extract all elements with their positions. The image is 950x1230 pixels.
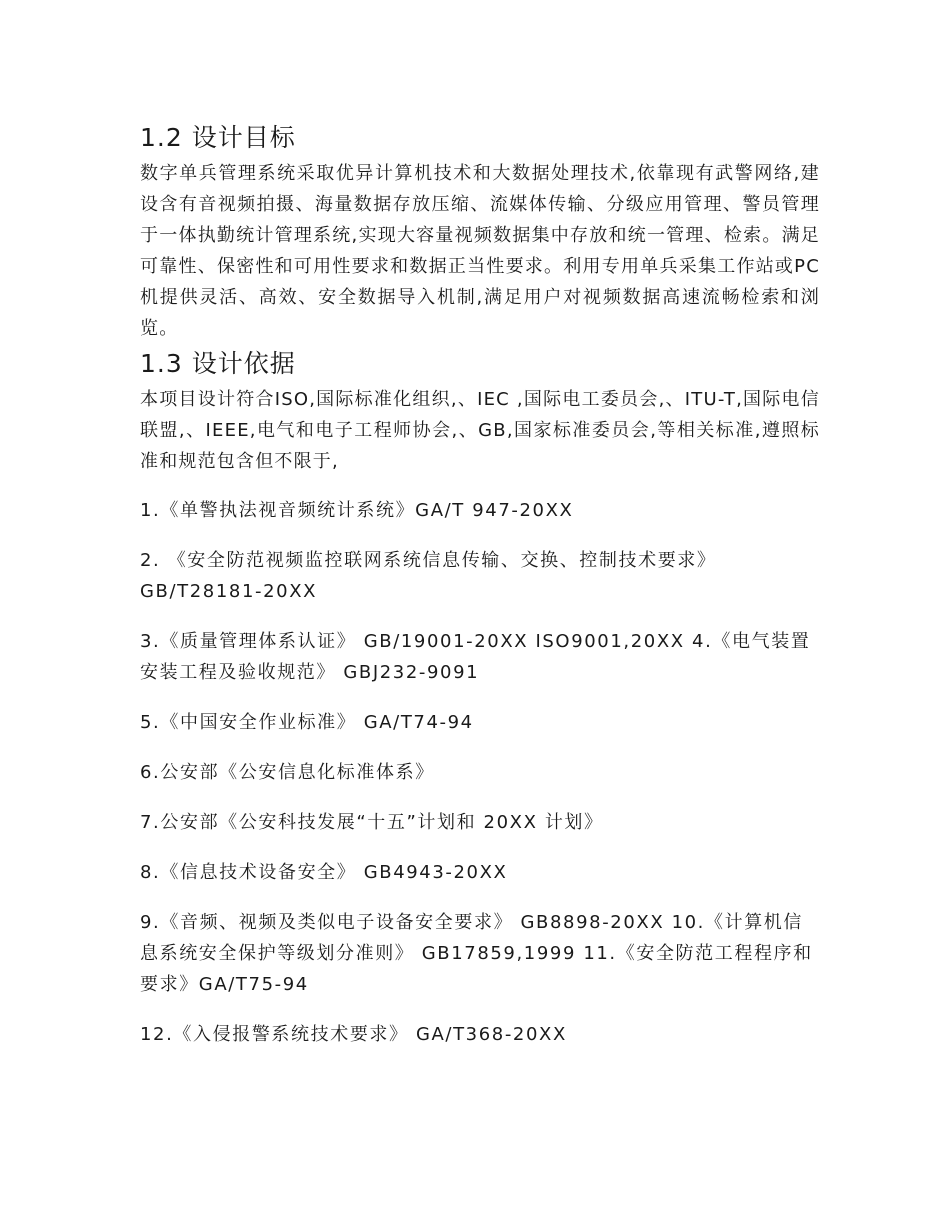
- standard-item: 9.《音频、视频及类似电子设备安全要求》 GB8898-20XX 10.《计算机信息系统安全保护等级划分准则》 GB17859,1999 11.《安全防范工程程序和要求》GA/T75-94: [140, 912, 813, 995]
- section-heading-design-basis: 1.3 设计依据: [140, 349, 296, 378]
- design-goals-paragraph: 数字单兵管理系统采取优异计算机技术和大数据处理技术,依靠现有武警网络,建设含有音视频拍摄、海量数据存放压缩、流媒体传输、分级应用管理、警员管理于一体执勤统计管理系统,实现大容量视频数据集中存放和统一管理、检索。满足可靠性、保密性和可用性要求和数据正当性要求。利用专用单兵采集工作站或PC机提供灵活、高效、安全数据导入机制,满足用户对视频数据高速流畅检索和浏览。: [140, 163, 820, 339]
- standards-list: [140, 495, 820, 1050]
- standard-item: 3.《质量管理体系认证》 GB/19001-20XX ISO9001,20XX 4.《电气装置安装工程及验收规范》 GBJ232-9091: [140, 631, 811, 683]
- standard-item: 8.《信息技术设备安全》 GB4943-20XX: [140, 862, 508, 883]
- design-basis-intro: 本项目设计符合ISO,国际标准化组织,、IEC ,国际电工委员会,、ITU-T,国际电信联盟,、IEEE,电气和电子工程师协会,、GB,国家标准委员会,等相关标准,遵照标准和规范包含但不限于,: [140, 389, 820, 472]
- standard-item: 2. 《安全防范视频监控联网系统信息传输、交换、控制技术要求》GB/T28181-20XX: [140, 550, 717, 602]
- standard-item: 1.《单警执法视音频统计系统》GA/T 947-20XX: [140, 500, 574, 521]
- page-content: [140, 118, 820, 1069]
- standard-item: 5.《中国安全作业标准》 GA/T74-94: [140, 712, 474, 733]
- section-heading-design-goals: 1.2 设计目标: [140, 123, 296, 152]
- standard-item: 7.公安部《公安科技发展“十五”计划和 20XX 计划》: [140, 812, 604, 833]
- standard-item: 12.《入侵报警系统技术要求》 GA/T368-20XX: [140, 1024, 567, 1045]
- standard-item: 6.公安部《公安信息化标准体系》: [140, 762, 435, 783]
